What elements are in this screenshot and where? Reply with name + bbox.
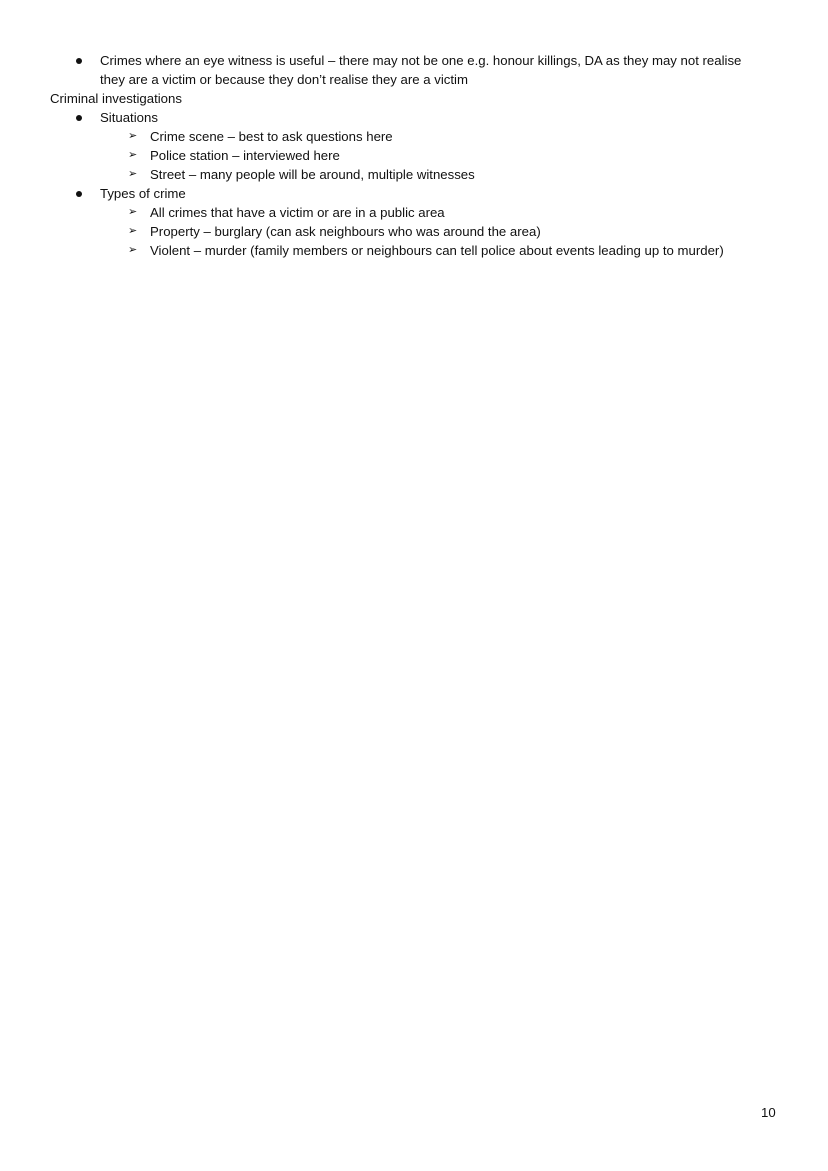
list-item: Violent – murder (family members or neighbours can tell police about events leading up to murder) xyxy=(150,243,724,258)
intro-bullet-line-1: Crimes where an eye witness is useful – there may not be one e.g. honour killings, DA as they may not realise xyxy=(100,53,742,68)
group-label-situations: Situations xyxy=(100,110,158,125)
arrow-bullet-icon: ➢ xyxy=(128,206,138,218)
bullet-icon xyxy=(76,115,82,121)
bullet-icon xyxy=(76,58,82,64)
list-item: Police station – interviewed here xyxy=(150,148,340,163)
list-item: Property – burglary (can ask neighbours who was around the area) xyxy=(150,224,541,239)
list-item: All crimes that have a victim or are in a public area xyxy=(150,205,445,220)
page-number: 10 xyxy=(761,1105,776,1120)
list-item: Street – many people will be around, multiple witnesses xyxy=(150,167,475,182)
arrow-bullet-icon: ➢ xyxy=(128,225,138,237)
bullet-icon xyxy=(76,191,82,197)
section-heading: Criminal investigations xyxy=(50,91,182,106)
list-item: Crime scene – best to ask questions here xyxy=(150,129,393,144)
arrow-bullet-icon: ➢ xyxy=(128,168,138,180)
arrow-bullet-icon: ➢ xyxy=(128,244,138,256)
arrow-bullet-icon: ➢ xyxy=(128,149,138,161)
group-label-types-of-crime: Types of crime xyxy=(100,186,186,201)
arrow-bullet-icon: ➢ xyxy=(128,130,138,142)
intro-bullet-line-2: they are a victim or because they don’t realise they are a victim xyxy=(100,72,468,87)
